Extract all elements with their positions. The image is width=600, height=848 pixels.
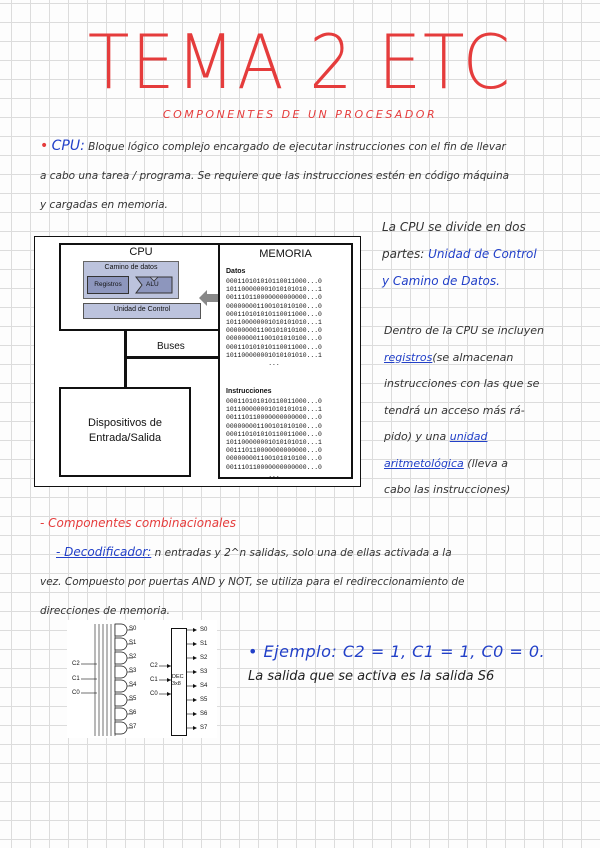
and-gate-icon bbox=[115, 624, 127, 636]
note-control-unit: Unidad de Control bbox=[428, 247, 537, 261]
decoder-input-c2: C2 bbox=[72, 661, 80, 667]
data-row: ... bbox=[268, 360, 280, 368]
note-aritmetologica: aritmetológica bbox=[384, 456, 464, 470]
data-row: 101100000001010101010...1 bbox=[226, 351, 322, 359]
decoder-paragraph bbox=[40, 538, 590, 626]
arrow-right-icon bbox=[193, 670, 197, 674]
note-line-7: tendrá un acceso más rá- bbox=[384, 403, 525, 417]
and-gate-icon bbox=[115, 722, 127, 734]
and-gate-icon bbox=[115, 680, 127, 692]
note-lleva: (lleva a bbox=[467, 456, 508, 470]
arrow-right-icon bbox=[193, 712, 197, 716]
data-row: 001110110000000000000...0 bbox=[226, 294, 322, 302]
io-label-2: Entrada/Salida bbox=[88, 432, 162, 444]
instr-row: 001110110000000000000...0 bbox=[226, 463, 322, 471]
data-row: 101100000001010101010...1 bbox=[226, 286, 322, 294]
memory-label: MEMORIA bbox=[259, 248, 312, 260]
decoder-line-2: vez. Compuesto por puertas AND y NOT, se utiliza para el redireccionamiento de bbox=[40, 576, 465, 588]
note-registros: registros bbox=[384, 350, 433, 364]
example-block bbox=[248, 642, 598, 684]
gate-output-label: S1 bbox=[129, 640, 137, 646]
datapath-box bbox=[83, 261, 179, 299]
data-row: 000110101010110011000...0 bbox=[226, 278, 322, 285]
dec-output-label: S3 bbox=[200, 669, 208, 675]
buses-label: Buses bbox=[157, 341, 185, 352]
note-unidad: unidad bbox=[449, 430, 488, 443]
bus-line-vertical bbox=[124, 329, 127, 389]
memory-box bbox=[218, 243, 353, 479]
page-subtitle: COMPONENTES DE UN PROCESADOR bbox=[162, 108, 438, 121]
io-box bbox=[59, 387, 191, 477]
decoder-term: - Decodificador: bbox=[56, 545, 152, 559]
example-result: La salida que se activa es la salida S6 bbox=[248, 669, 495, 684]
dec-output-label: S5 bbox=[200, 697, 208, 703]
gate-output-label: S0 bbox=[129, 626, 137, 632]
and-gate-icon bbox=[115, 694, 127, 706]
cpu-memory-diagram bbox=[34, 236, 361, 487]
data-rows bbox=[226, 278, 322, 368]
data-row: 101100000001010101010...1 bbox=[226, 319, 322, 327]
and-gate-icon bbox=[115, 638, 127, 650]
instr-row: 101100000001010101010...1 bbox=[226, 406, 322, 414]
decoder-diagram bbox=[67, 620, 217, 738]
decoder-gates bbox=[67, 620, 217, 738]
right-notes-2 bbox=[384, 318, 599, 504]
decoder-input-c0: C0 bbox=[72, 690, 80, 696]
decoder-input-c1: C1 bbox=[72, 676, 80, 682]
cpu-line-1 bbox=[40, 132, 590, 162]
data-row: 000000001100101010100...0 bbox=[226, 335, 322, 343]
comb-heading bbox=[40, 516, 236, 530]
and-gate-icon bbox=[115, 652, 127, 664]
instr-row: 000110101010110011000...0 bbox=[226, 398, 322, 405]
instr-row: 000110101010110011000...0 bbox=[226, 430, 322, 438]
comb-bullet: - bbox=[40, 516, 45, 530]
dec-c1: C1 bbox=[150, 677, 158, 683]
dec-output-label: S2 bbox=[200, 655, 208, 661]
example-bullet: • bbox=[248, 642, 258, 661]
bullet-icon: • bbox=[40, 138, 49, 154]
instr-row: 001110110000000000000...0 bbox=[226, 414, 322, 422]
data-row: 000000001100101010100...0 bbox=[226, 302, 322, 310]
note-line-10: cabo las instrucciones) bbox=[384, 483, 511, 496]
dec-label-2: 3x8 bbox=[172, 681, 181, 687]
control-unit-label: Unidad de Control bbox=[113, 306, 171, 313]
instr-rows bbox=[226, 398, 322, 480]
datapath-label: Camino de datos bbox=[104, 264, 158, 271]
instr-row: 001110110000000000000...0 bbox=[226, 447, 322, 455]
gate-output-label: S6 bbox=[129, 710, 137, 716]
instr-row: 000000001100101010100...0 bbox=[226, 422, 322, 430]
arrow-right-icon bbox=[193, 656, 197, 660]
note-line-1: La CPU se divide en dos bbox=[382, 220, 526, 234]
right-notes bbox=[382, 214, 597, 295]
dec-output-label: S7 bbox=[200, 725, 208, 731]
cpu-line-3: y cargadas en memoria. bbox=[40, 199, 168, 211]
dec-output-label: S1 bbox=[200, 641, 208, 647]
example-text: Ejemplo: C2 = 1, C1 = 1, C0 = 0. bbox=[263, 642, 546, 661]
arrow-right-icon bbox=[193, 698, 197, 702]
arrow-right-icon bbox=[193, 684, 197, 688]
note-line-9 bbox=[384, 451, 599, 478]
note-line-3: y Camino de Datos. bbox=[382, 274, 500, 288]
gate-output-label: S4 bbox=[129, 682, 137, 688]
cpu-paragraph bbox=[40, 132, 590, 220]
registers-label: Registros bbox=[94, 281, 122, 288]
arrow-right-icon bbox=[193, 726, 197, 730]
cpu-term: CPU: bbox=[51, 138, 85, 154]
note-line-4: Dentro de la CPU se incluyen bbox=[384, 324, 545, 337]
dec-label-1: DEC bbox=[172, 674, 184, 680]
note-pido: pido) y una bbox=[384, 430, 447, 443]
cpu-line-2: a cabo una tarea / programa. Se requiere que las instrucciones estén en código máquina bbox=[40, 170, 510, 182]
cpu-label: CPU bbox=[129, 246, 153, 258]
arrow-right-icon bbox=[193, 628, 197, 632]
registers-box bbox=[87, 276, 129, 294]
note-almacenan: (se almacenan bbox=[432, 350, 514, 364]
data-label: Datos bbox=[226, 268, 246, 275]
gate-output-label: S7 bbox=[129, 724, 137, 730]
page-title: TEMA 2 ETC bbox=[87, 19, 513, 107]
alu-label: ALU bbox=[146, 281, 159, 288]
arrow-right-icon bbox=[193, 642, 197, 646]
instr-row: ... bbox=[268, 471, 280, 479]
decoder-line-1 bbox=[40, 538, 590, 568]
comb-heading-text: Componentes combinacionales bbox=[48, 516, 237, 530]
dec-output-label: S0 bbox=[200, 627, 208, 633]
note-parts: partes: bbox=[382, 247, 425, 261]
decoder-text-1: n entradas y 2^n salidas, solo una de ellas activada a la bbox=[154, 547, 452, 559]
data-row: 000000001100101010100...0 bbox=[226, 327, 322, 335]
cpu-text-1: Bloque lógico complejo encargado de ejecutar instrucciones con el fin de llevar bbox=[88, 141, 506, 153]
and-gate-icon bbox=[115, 708, 127, 720]
control-unit-box bbox=[83, 303, 201, 319]
instr-label: Instrucciones bbox=[226, 388, 272, 395]
gate-output-label: S2 bbox=[129, 654, 137, 660]
note-line-8 bbox=[384, 424, 599, 451]
note-line-6: instrucciones con las que se bbox=[384, 377, 540, 390]
dec-output-label: S4 bbox=[200, 683, 208, 689]
arrow-left-icon bbox=[199, 290, 219, 306]
gate-output-label: S5 bbox=[129, 696, 137, 702]
dec-c2: C2 bbox=[150, 663, 158, 669]
gate-output-label: S3 bbox=[129, 668, 137, 674]
example-line bbox=[248, 642, 598, 661]
cpu-box bbox=[59, 243, 223, 331]
decoder-line-3: direcciones de memoria. bbox=[40, 605, 170, 617]
bus-line-horizontal bbox=[126, 356, 218, 359]
dec-c0: C0 bbox=[150, 691, 158, 697]
instr-row: 000000001100101010100...0 bbox=[226, 455, 322, 463]
io-label-1: Dispositivos de bbox=[88, 417, 162, 429]
dec-output-label: S6 bbox=[200, 711, 208, 717]
instr-row: 101100000001010101010...1 bbox=[226, 439, 322, 447]
note-line-5 bbox=[384, 345, 599, 372]
data-row: 000110101010110011000...0 bbox=[226, 310, 322, 318]
and-gate-icon bbox=[115, 666, 127, 678]
data-row: 000110101010110011000...0 bbox=[226, 343, 322, 351]
note-line-2 bbox=[382, 241, 597, 268]
